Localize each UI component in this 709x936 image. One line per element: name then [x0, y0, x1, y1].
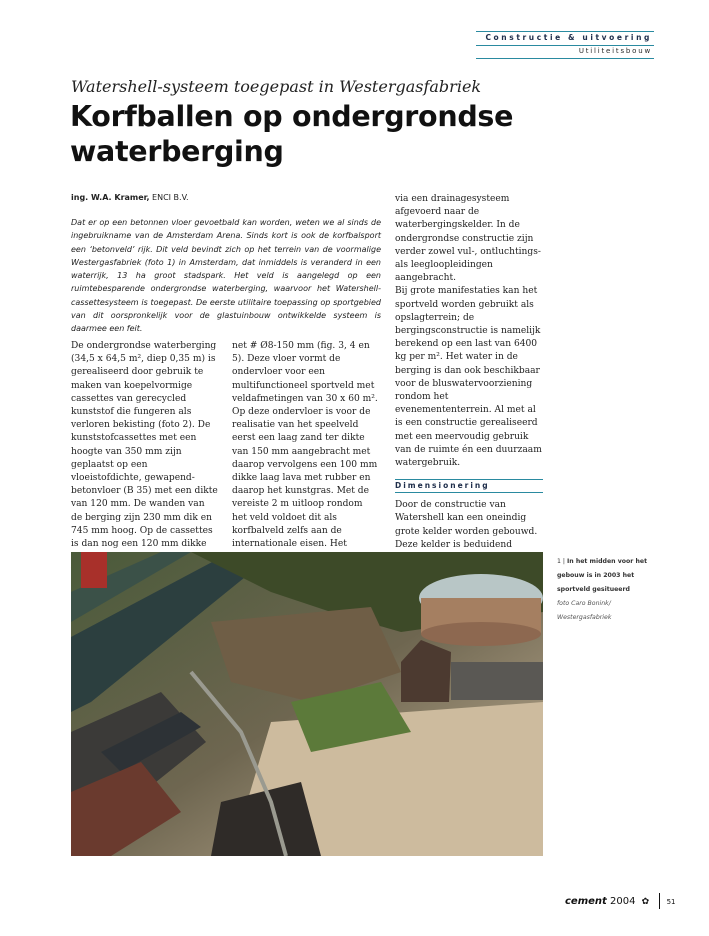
article-intro: Dat er op een betonnen vloer gevoetbald kan worden, weten we al sinds de ingebruikname van de Amsterdam Arena. Sinds kort is ook de korfbalsport een ‘betonveld’ rijk. Dit veld bevindt zich op het terrein van de voormalige Westergasfabriek (foto 1) in Amsterdam, dat inmiddels is veranderd in een waterrijk, 13 ha groot stadspark. Het veld is aangelegd op een ruimtebesparende ondergrondse waterberging, waarvoor het Watershell-cassettesysteem is toegepast. De eerste utilitaire toepassing op sportgebied van dit oorspronkelijk voor de glastuinbouw ontwikkelde systeem is daarmee een feit.: [71, 218, 381, 334]
footer-divider: [659, 893, 660, 909]
photo-caption: 1 | In het midden voor het gebouw is in 2003 het sportveld gesitueerd foto Caro Bonink/ Westergasfabriek: [557, 555, 667, 625]
caption-credit: foto Caro Bonink/ Westergasfabriek: [557, 600, 612, 621]
gasholder-base: [421, 622, 541, 646]
aerial-photo: [71, 552, 543, 856]
article-title: Korfballen op ondergrondse waterberging: [70, 100, 514, 168]
article-kicker: Watershell-systeem toegepast in Westergasfabriek: [71, 77, 482, 96]
body-paragraph: net # Ø8-150 mm (fig. 3, 4 en 5). Deze vloer vormt de ondervloer voor een multifunctioneel sportveld met veldafmetingen van 30 x 60 m². Op deze ondervloer is voor de realisatie van het speelveld eerst een laag zand ter dikte van 150 mm aangebracht met daarop vervolgens een 100 mm dikke laag lava met rubber en daarop het kunstgras. Met de vereiste 2 m uitloop rondom het veld voldoet dit als korfbalveld zelfs aan de internationale eisen. Het: [232, 341, 378, 550]
body-column-2: [232, 340, 380, 578]
author-name: ing. W.A. Kramer,: [71, 193, 150, 202]
body-paragraph: Door de constructie van Watershell kan een oneindig grote kelder worden gebouwd. Deze kelder is beduidend: [395, 500, 538, 550]
body-paragraph: via een drainagesysteem afgevoerd naar de waterbergingskelder. In de ondergrondse constructie zijn verder zowel vul-, ontluchtings- als leegloopleidingen aangebracht.: [395, 194, 541, 284]
flower-icon: ✿: [641, 897, 650, 907]
body-paragraph: De ondergrondse waterberging (34,5 x 64,5 m², diep 0,35 m) is gerealiseerd door gebruik te maken van koepelvormige cassettes van gerecycled kunststof die fungeren als verloren bekisting (foto 2). De kunststofcassettes met een hoogte van 350 mm zijn geplaatst op een vloeistofdichte, gewapend-betonvloer (B 35) met een dikte van 120 mm. De wanden van de berging zijn 230 mm dik en 745 mm hoog. Op de cassettes is dan nog een 120 mm dikke: [71, 341, 218, 550]
grey-building: [451, 662, 543, 700]
body-paragraph: Bij grote manifestaties kan het sportveld worden gebruikt als opslagterrein; de bergingsconstructie is namelijk berekend op een last van 6400 kg per m². Het water in de berging is dan ook beschikbaar voor de bluswatervoorziening rondom het evenemententerrein. Al met al is een constructie gerealiseerd met een meervoudig gebruik van de ruimte én een duurzaam watergebruik.: [395, 286, 542, 469]
body-column-1: [71, 340, 218, 578]
section-label: Constructie & uitvoering: [485, 33, 652, 42]
author-line: [71, 193, 189, 202]
page-footer: [565, 893, 675, 909]
subsection-header: [476, 45, 654, 59]
magazine-name: cement: [565, 896, 607, 907]
magazine-year: 2004: [610, 896, 636, 907]
author-org: ENCI B.V.: [152, 193, 189, 202]
red-building: [81, 552, 107, 588]
body-column-3: [395, 193, 543, 578]
caption-number: 1: [557, 558, 561, 565]
page-number: 51: [666, 898, 676, 906]
subsection-label: Utiliteitsbouw: [578, 47, 652, 55]
subheading: Dimensionering: [395, 479, 543, 493]
caption-text: In het midden voor het gebouw is in 2003 het sportveld gesitueerd: [557, 558, 648, 593]
section-header: [476, 31, 654, 46]
